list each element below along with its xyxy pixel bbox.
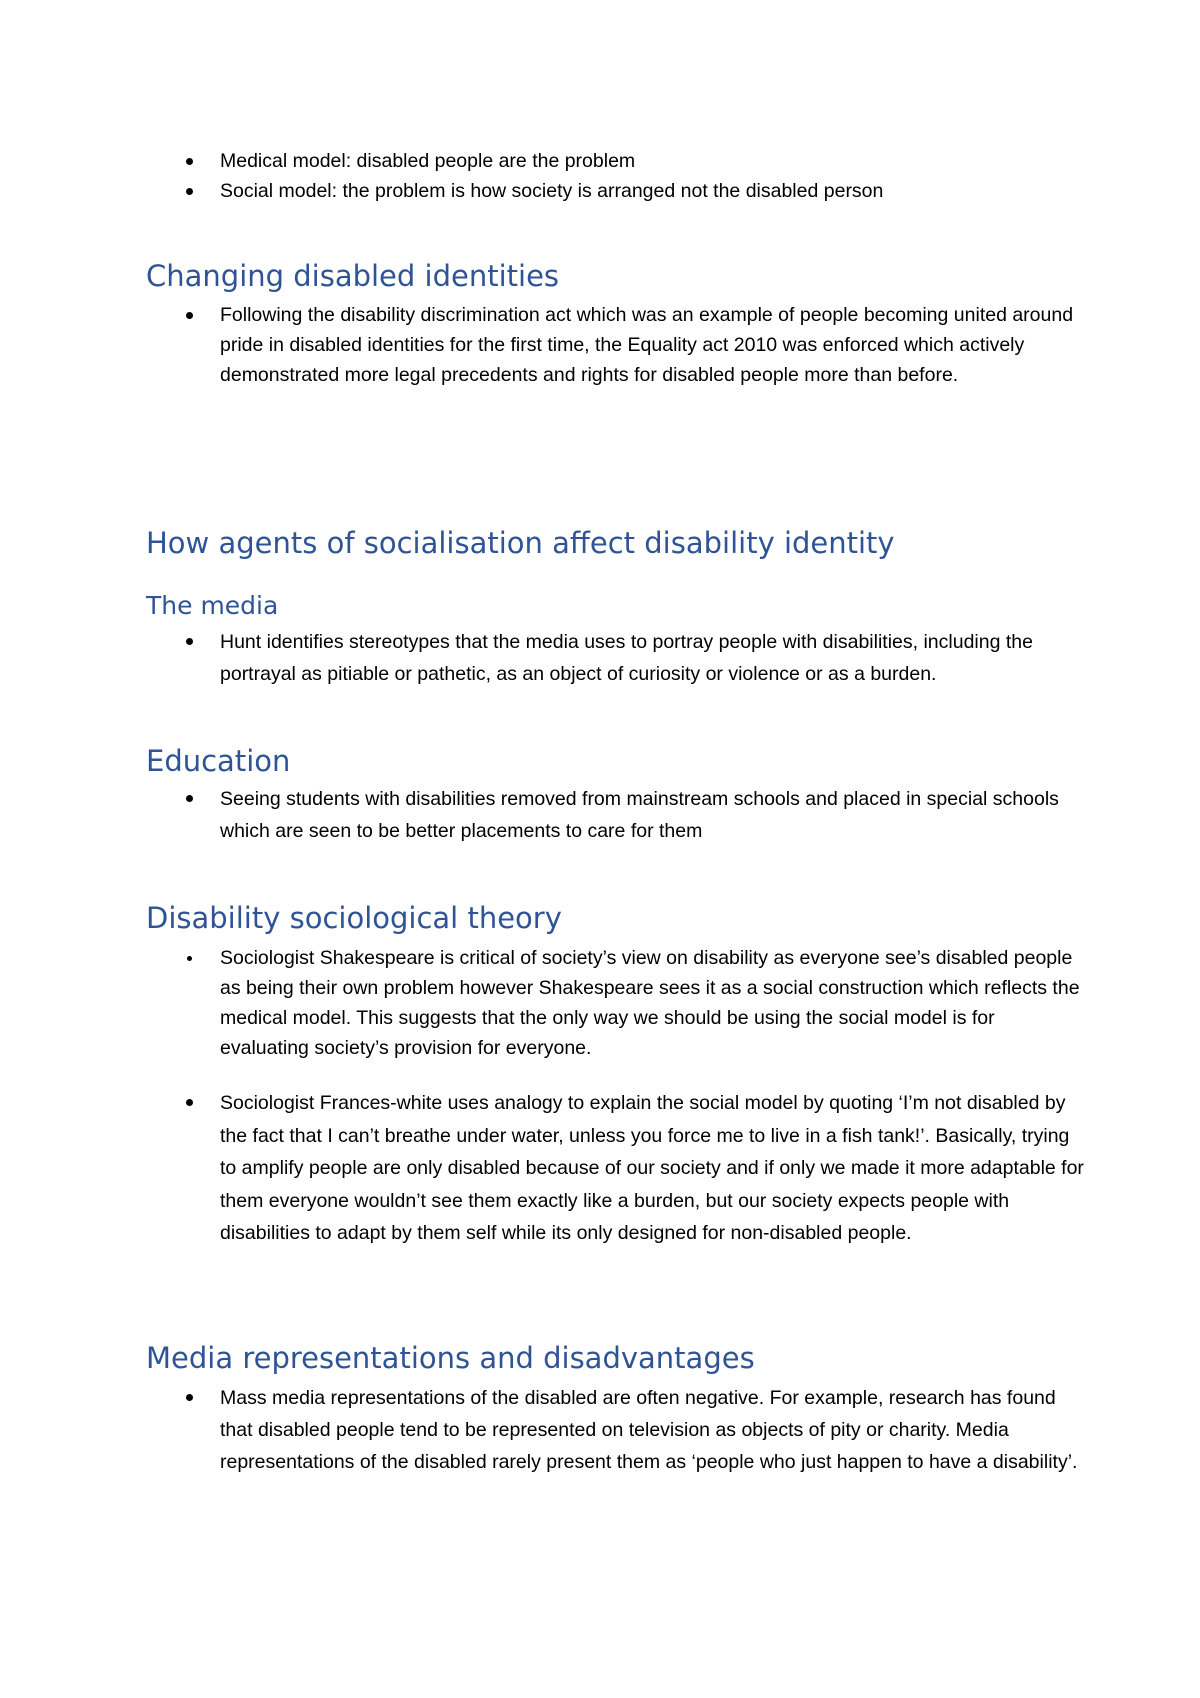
list-item [146,146,1086,176]
list-item [146,626,1086,690]
subsection-heading: The media [146,591,279,620]
section-heading: Media representations and disadvantages [146,1341,755,1375]
list-item-text: Medical model: disabled people are the problem [220,150,636,172]
section-media-representations [146,1340,1086,1376]
top-bullet-list [146,146,1086,206]
bullet-icon [187,956,192,961]
bullet-icon [186,1394,193,1401]
section-agents-of-socialisation [146,525,1086,561]
bullet-icon [186,188,193,195]
section-heading: Changing disabled identities [146,259,560,293]
section-sociological-theory [146,900,1086,936]
bullet-icon [186,312,193,319]
education-list [146,783,1086,847]
sociological-theory-list-2 [146,1087,1086,1250]
sociological-theory-list [146,943,1086,1063]
bullet-icon [186,1099,193,1106]
list-item-text: Sociologist Frances-white uses analogy to explain the social model by quoting ‘I’m not disabled by the fact that I can’t breathe under water, unless you force me to live in a fish tank!’. Basically, trying to amplify people are only disabled because of our society and if only we made it more adaptable for them everyone wouldn’t see them exactly like a burden, but our society expects people with disabilities to adapt by them self while its only designed for non-disabled people. [220,1092,1084,1244]
subsection-heading: Education [146,744,291,778]
section-heading: Disability sociological theory [146,901,562,935]
subsection-the-media [146,590,1086,622]
subsection-education [146,743,1086,779]
changing-identities-list [146,300,1086,390]
list-item [146,176,1086,206]
section-heading: How agents of socialisation affect disability identity [146,526,895,560]
list-item [146,1087,1086,1250]
list-item-text: Following the disability discrimination act which was an example of people becoming united around pride in disabled identities for the first time, the Equality act 2010 was enforced which actively demonstrated more legal precedents and rights for disabled people more than before. [220,304,1074,386]
list-item-text: Mass media representations of the disabled are often negative. For example, research has found that disabled people tend to be represented on television as objects of pity or charity. Media representations of the disabled rarely present them as ‘people who just happen to have a disability’. [220,1387,1078,1473]
list-item [146,943,1086,1063]
section-changing-identities [146,258,1086,294]
list-item-text: Seeing students with disabilities removed from mainstream schools and placed in special schools which are seen to be better placements to care for them [220,788,1059,842]
the-media-list [146,626,1086,690]
media-representations-list [146,1382,1086,1478]
list-item [146,783,1086,847]
list-item-text: Sociologist Shakespeare is critical of society’s view on disability as everyone see’s disabled people as being their own problem however Shakespeare sees it as a social construction which reflects the medical model. This suggests that the only way we should be using the social model is for evaluating society’s provision for everyone. [220,947,1080,1059]
bullet-icon [186,795,193,802]
list-item-text: Social model: the problem is how society is arranged not the disabled person [220,180,884,202]
list-item [146,1382,1086,1478]
bullet-icon [186,638,193,645]
bullet-icon [186,158,193,165]
list-item [146,300,1086,390]
list-item-text: Hunt identifies stereotypes that the media uses to portray people with disabilities, including the portrayal as pitiable or pathetic, as an object of curiosity or violence or as a burden. [220,631,1033,685]
